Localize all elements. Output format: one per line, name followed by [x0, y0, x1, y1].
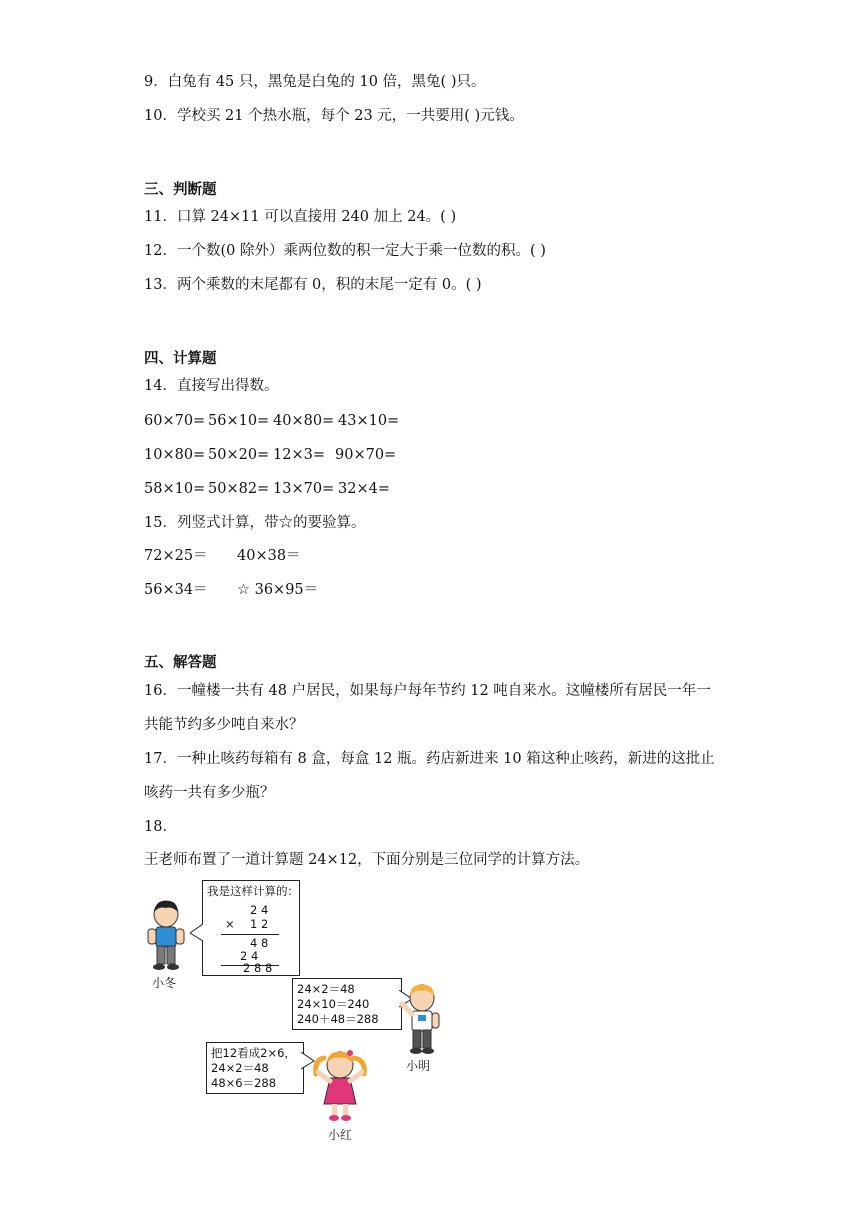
question-18-figure	[140, 872, 470, 1147]
xiaoming-line-2: 24×10＝240	[297, 997, 370, 1011]
question-17-line-2: 咳药一共有多少瓶？	[144, 785, 275, 801]
name-xiaohong: 小红	[328, 1128, 353, 1142]
xiaohong-line-2: 24×2＝48	[211, 1061, 269, 1075]
question-16-line-1: 16．一幢楼一共有 48 户居民，如果每户每年节约 12 吨自来水。这幢楼所有居民一年一	[144, 683, 711, 699]
expr: 60×70=	[144, 413, 206, 429]
expr: 40×80=	[273, 413, 335, 429]
section-heading-calc: 四、计算题	[144, 350, 217, 367]
expr: 50×20=	[208, 447, 270, 463]
product: 2 8 8	[243, 961, 273, 975]
question-18-number: 18．	[144, 819, 177, 835]
vertical-expr: 40×38＝	[237, 548, 301, 564]
question-17-line-1: 17．一种止咳药每箱有 8 盒，每盒 12 瓶。药店新进来 10 箱这种止咳药，新进的这批止	[144, 751, 715, 767]
divider-line	[221, 934, 279, 935]
question-18-text: 王老师布置了一道计算题 24×12，下面分别是三位同学的计算方法。	[144, 852, 590, 868]
expr: 43×10=	[338, 413, 400, 429]
bubble-title: 我是这样计算的：	[207, 884, 299, 898]
question-11: 11．口算 24×11 可以直接用 240 加上 24。( )	[144, 209, 457, 225]
times-sign: ×	[225, 917, 235, 931]
name-xiaoming: 小明	[406, 1059, 431, 1073]
expr: 58×10=	[144, 481, 206, 497]
girl-xiaohong-illustration	[310, 1048, 370, 1124]
question-13: 13．两个乘数的末尾都有 0，积的末尾一定有 0。( )	[144, 277, 482, 293]
multiplier: 1 2	[250, 917, 269, 931]
expr: 13×70=	[273, 481, 335, 497]
vertical-expr: 56×34＝	[144, 582, 208, 598]
boy-xiaoming-illustration	[396, 982, 442, 1056]
boy-xiaodong-illustration	[144, 898, 188, 972]
question-14: 14．直接写出得数。	[144, 378, 279, 394]
speech-bubble-xiaohong	[206, 1042, 304, 1094]
name-xiaodong: 小冬	[152, 976, 177, 990]
speech-bubble-xiaodong	[202, 880, 300, 976]
partial-product-1: 4 8	[250, 936, 269, 950]
expr: 90×70=	[335, 447, 397, 463]
expr: 12×3=	[273, 447, 325, 463]
speech-bubble-xiaoming	[292, 978, 402, 1030]
section-heading-judge: 三、判断题	[144, 181, 217, 198]
question-12: 12．一个数(0 除外）乘两位数的积一定大于乘一位数的积。( )	[144, 243, 546, 259]
multiplicand: 2 4	[250, 903, 269, 917]
partial-product-2: 2 4	[240, 949, 259, 963]
xiaoming-line-1: 24×2＝48	[297, 982, 355, 996]
question-15: 15．列竖式计算，带☆的要验算。	[144, 515, 366, 531]
expr: 50×82=	[208, 481, 270, 497]
bubble-tail-xiaodong	[190, 924, 204, 942]
xiaohong-line-1: 把12看成2×6，	[211, 1046, 296, 1060]
section-heading-solve: 五、解答题	[144, 654, 217, 671]
vertical-expr: 72×25＝	[144, 548, 208, 564]
expr: 10×80=	[144, 447, 206, 463]
xiaohong-line-3: 48×6＝288	[211, 1076, 277, 1090]
question-10: 10．学校买 21 个热水瓶，每个 23 元，一共要用( )元钱。	[144, 108, 524, 124]
xiaoming-line-3: 240＋48＝288	[297, 1012, 379, 1026]
expr: 56×10=	[208, 413, 270, 429]
vertical-expr: ☆ 36×95＝	[237, 582, 319, 598]
question-16-line-2: 共能节约多少吨自来水？	[144, 717, 304, 733]
question-9: 9．白兔有 45 只，黑兔是白兔的 10 倍，黑兔( )只。	[144, 74, 486, 90]
expr: 32×4=	[338, 481, 390, 497]
